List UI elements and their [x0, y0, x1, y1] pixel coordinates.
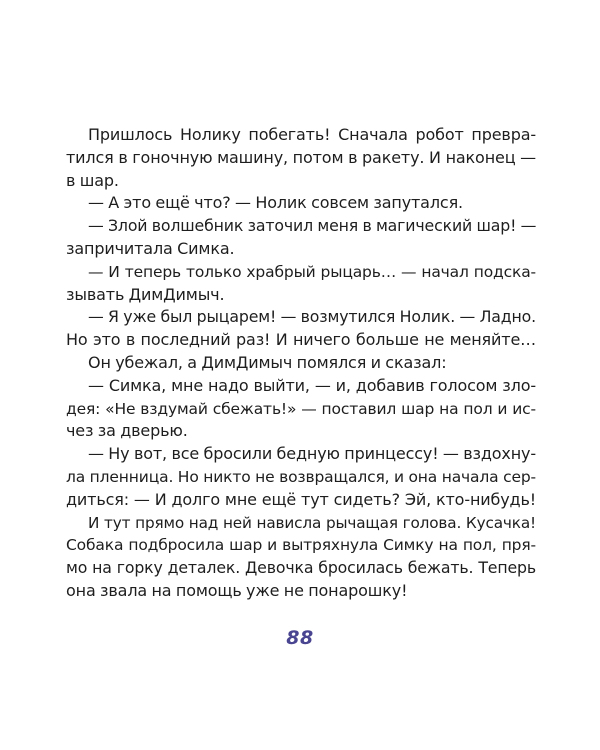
text-line: — А это ещё что? — Нолик совсем запутался. — [88, 193, 463, 213]
text-line: Он убежал, а ДимДимыч помялся и сказал: — [88, 352, 447, 372]
text-line: ла пленница. Но никто не возвращался, и она начала сер- — [66, 467, 536, 486]
text-line: Пришлось Нолику побегать! Сначала робот превра- — [88, 125, 536, 144]
text-line: Но это в последний раз! И ничего больше не меняйте… — [66, 330, 536, 350]
text-line: дея: «Не вздумай сбежать!» — поставил шар на пол и ис- — [66, 399, 536, 418]
text-line: — Симка, мне надо выйти, — и, добавив голосом зло- — [88, 375, 536, 395]
text-line: тился в гоночную машину, потом в ракету. И наконец — — [66, 147, 536, 167]
text-line: диться: — И долго мне ещё тут сидеть? Эй, кто-нибудь! — [66, 489, 536, 509]
text-line: — Я уже был рыцарем! — возмутился Нолик. — Ладно. — [88, 307, 536, 327]
text-line: И тут прямо над ней нависла рычащая голова. Кусачка! — [88, 513, 536, 532]
text-line: запричитала Симка. — [66, 238, 235, 258]
text-line: в шар. — [66, 170, 119, 190]
page-number: 88 — [286, 627, 314, 649]
text-line: Собака подбросила шар и вытряхнула Симку на пол, пря- — [66, 536, 536, 555]
page-text — [66, 124, 536, 603]
text-line: — Злой волшебник заточил меня в магический шар! — — [88, 216, 537, 236]
text-line: мо на горку деталек. Девочка бросилась бежать. Теперь — [66, 558, 536, 578]
text-line: — И теперь только храбрый рыцарь… — начал подска- — [88, 262, 536, 281]
text-line: чез за дверью. — [66, 421, 188, 441]
text-line: она звала на помощь уже не понарошку! — [66, 580, 408, 600]
text-line: — Ну вот, все бросили бедную принцессу! — вздохну- — [88, 444, 536, 464]
text-line: зывать ДимДимыч. — [66, 284, 225, 304]
